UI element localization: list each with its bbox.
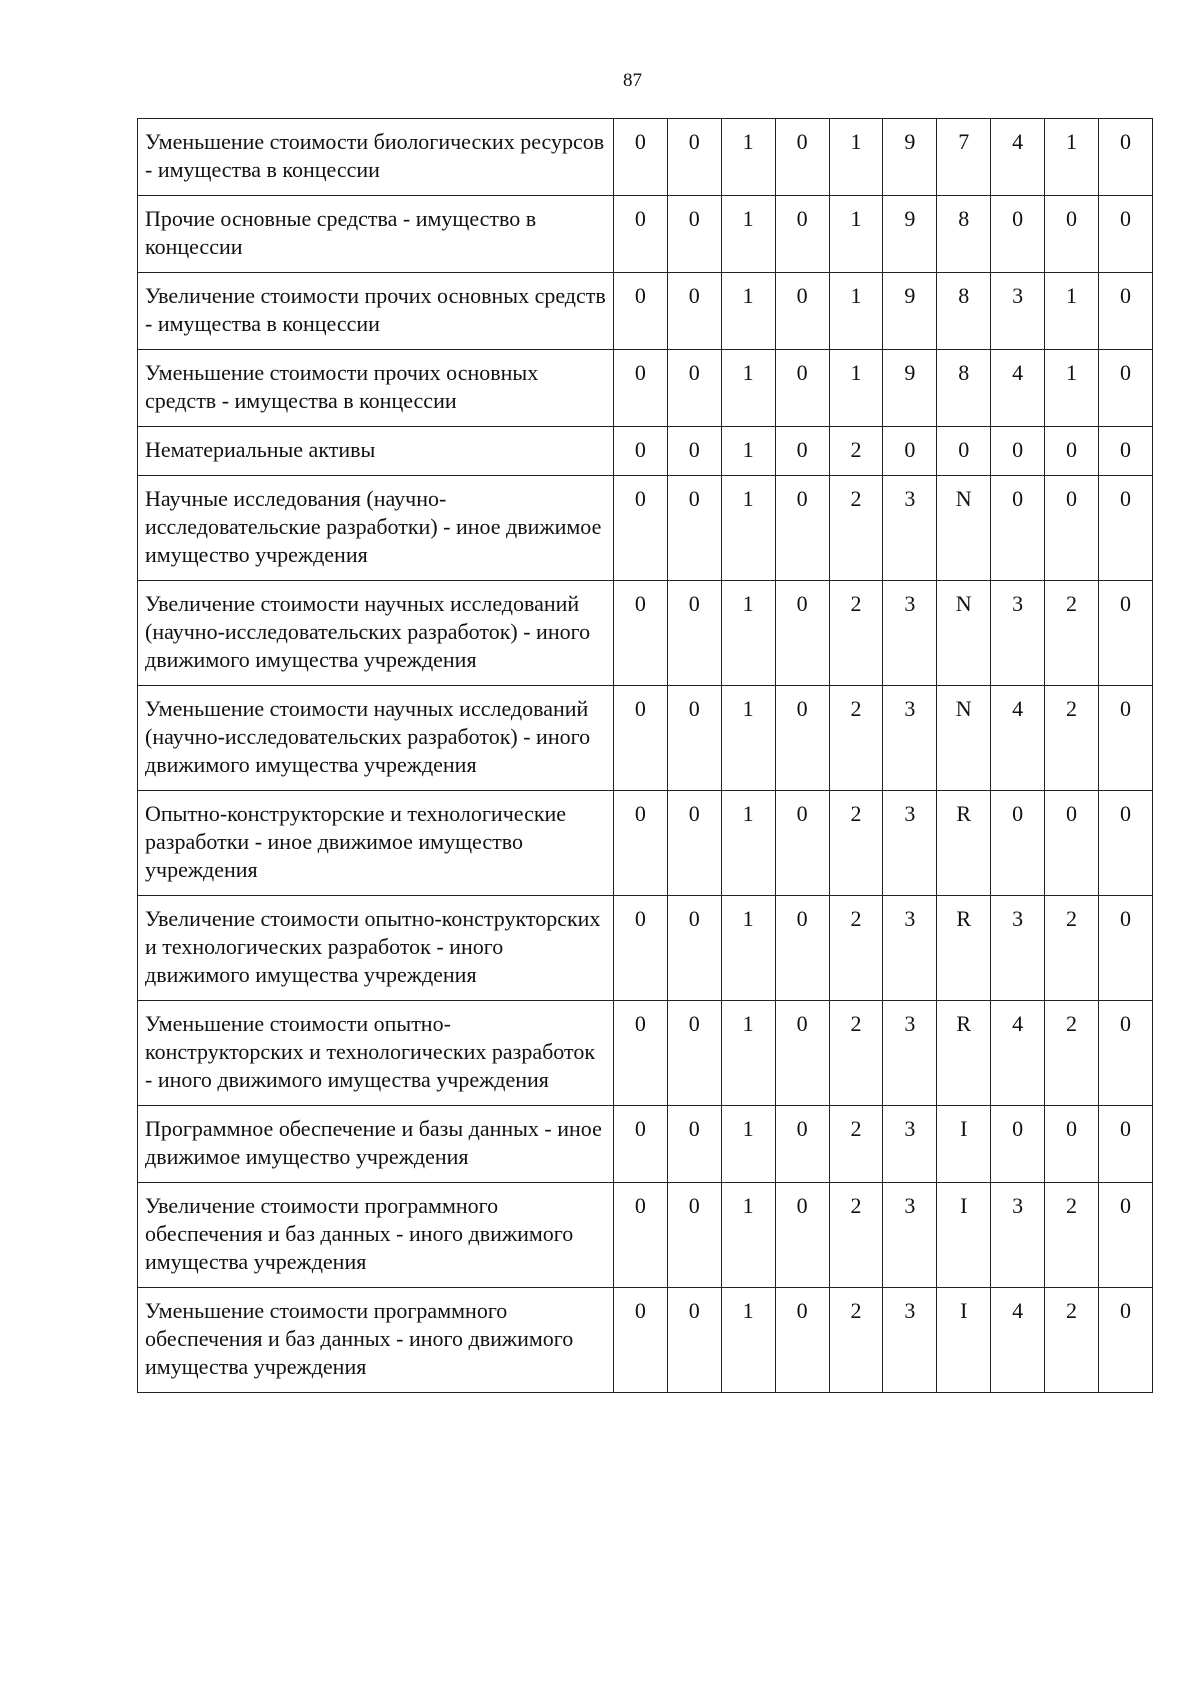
code-digit-cell: 3 [991,1183,1045,1288]
account-code-table [137,118,1153,1393]
code-digit-cell: 2 [1045,1288,1099,1393]
code-digit-cell: 0 [613,791,667,896]
code-digit-cell: 1 [721,273,775,350]
code-digit-cell: 4 [991,686,1045,791]
code-digit-cell: 0 [1098,427,1152,476]
code-digit-cell: I [937,1106,991,1183]
code-digit-cell: 3 [883,896,937,1001]
code-digit-cell: 2 [829,1288,883,1393]
code-digit-cell: 2 [829,427,883,476]
code-digit-cell: 0 [1098,476,1152,581]
table-row [138,896,1153,1001]
code-digit-cell: 2 [829,1183,883,1288]
code-digit-cell: 0 [1098,791,1152,896]
code-digit-cell: 0 [1098,1106,1152,1183]
code-digit-cell: 0 [937,427,991,476]
code-digit-cell: 3 [883,1106,937,1183]
code-digit-cell: 2 [829,791,883,896]
code-digit-cell: 0 [1045,476,1099,581]
code-digit-cell: 0 [613,1288,667,1393]
code-digit-cell: 2 [1045,1183,1099,1288]
code-digit-cell: 4 [991,119,1045,196]
code-digit-cell: 0 [667,791,721,896]
code-digit-cell: 3 [883,581,937,686]
table-row [138,791,1153,896]
code-digit-cell: 8 [937,273,991,350]
code-digit-cell: 9 [883,196,937,273]
code-digit-cell: 0 [775,427,829,476]
code-digit-cell: 3 [883,476,937,581]
code-digit-cell: 0 [613,427,667,476]
code-digit-cell: 0 [667,1183,721,1288]
account-name-cell: Уменьшение стоимости научных исследований (научно-исследовательских разработок) - иного движимого имущества учреждения [138,686,614,791]
code-digit-cell: R [937,1001,991,1106]
code-digit-cell: 0 [667,350,721,427]
code-digit-cell: 1 [829,273,883,350]
code-digit-cell: 2 [1045,686,1099,791]
code-digit-cell: 0 [775,119,829,196]
code-digit-cell: 1 [721,1106,775,1183]
code-digit-cell: 0 [991,196,1045,273]
code-digit-cell: 0 [613,686,667,791]
code-digit-cell: 0 [883,427,937,476]
code-digit-cell: 1 [721,350,775,427]
code-digit-cell: 0 [1045,1106,1099,1183]
table-row [138,196,1153,273]
code-digit-cell: 9 [883,119,937,196]
code-digit-cell: 1 [1045,350,1099,427]
code-digit-cell: 3 [883,686,937,791]
code-digit-cell: 0 [775,273,829,350]
code-digit-cell: N [937,581,991,686]
code-digit-cell: 3 [883,1288,937,1393]
page-number: 87 [623,70,642,91]
code-digit-cell: 1 [721,427,775,476]
code-digit-cell: 0 [1098,686,1152,791]
code-digit-cell: 0 [991,427,1045,476]
code-digit-cell: 0 [1045,427,1099,476]
code-digit-cell: 0 [1098,196,1152,273]
code-digit-cell: 0 [775,1288,829,1393]
code-digit-cell: 8 [937,350,991,427]
code-digit-cell: 2 [829,1001,883,1106]
code-digit-cell: 0 [667,686,721,791]
code-digit-cell: 1 [721,1001,775,1106]
table-row [138,1183,1153,1288]
code-digit-cell: 1 [721,1183,775,1288]
code-digit-cell: 1 [721,196,775,273]
account-name-cell: Уменьшение стоимости опытно-конструкторских и технологических разработок - иного движимого имущества учреждения [138,1001,614,1106]
code-digit-cell: R [937,791,991,896]
code-digit-cell: N [937,476,991,581]
code-digit-cell: 0 [667,476,721,581]
code-digit-cell: I [937,1288,991,1393]
code-digit-cell: 3 [883,1183,937,1288]
code-digit-cell: 1 [721,896,775,1001]
code-digit-cell: 0 [613,476,667,581]
table-body [138,119,1153,1393]
code-digit-cell: 1 [1045,273,1099,350]
table-row [138,1288,1153,1393]
code-digit-cell: 1 [829,119,883,196]
table-row [138,1106,1153,1183]
code-digit-cell: 2 [829,686,883,791]
account-name-cell: Научные исследования (научно-исследовательские разработки) - иное движимое имущество учреждения [138,476,614,581]
code-digit-cell: 0 [613,896,667,1001]
code-digit-cell: 4 [991,1001,1045,1106]
code-digit-cell: 2 [829,1106,883,1183]
code-digit-cell: 0 [613,273,667,350]
account-name-cell: Опытно-конструкторские и технологические разработки - иное движимое имущество учреждения [138,791,614,896]
code-digit-cell: 0 [667,896,721,1001]
code-digit-cell: 0 [775,1106,829,1183]
account-name-cell: Уменьшение стоимости прочих основных средств - имущества в концессии [138,350,614,427]
code-digit-cell: 2 [1045,1001,1099,1106]
code-digit-cell: 0 [991,1106,1045,1183]
code-digit-cell: 3 [991,896,1045,1001]
code-digit-cell: 2 [1045,896,1099,1001]
table-row [138,119,1153,196]
table-row [138,273,1153,350]
account-name-cell: Увеличение стоимости опытно-конструкторских и технологических разработок - иного движимого имущества учреждения [138,896,614,1001]
table-row [138,581,1153,686]
code-digit-cell: 0 [667,427,721,476]
code-digit-cell: 0 [775,476,829,581]
code-digit-cell: 1 [829,196,883,273]
code-digit-cell: 3 [991,581,1045,686]
code-digit-cell: 0 [613,350,667,427]
account-name-cell: Прочие основные средства - имущество в концессии [138,196,614,273]
code-digit-cell: R [937,896,991,1001]
code-digit-cell: 0 [775,791,829,896]
table-row [138,1001,1153,1106]
code-digit-cell: 1 [721,791,775,896]
code-digit-cell: 0 [613,1106,667,1183]
code-digit-cell: 0 [775,581,829,686]
code-digit-cell: 0 [613,119,667,196]
code-digit-cell: 3 [883,791,937,896]
code-digit-cell: 0 [613,1001,667,1106]
code-digit-cell: 3 [883,1001,937,1106]
account-name-cell: Программное обеспечение и базы данных - иное движимое имущество учреждения [138,1106,614,1183]
table-row [138,476,1153,581]
code-digit-cell: 0 [1098,581,1152,686]
code-digit-cell: 1 [721,119,775,196]
account-name-cell: Увеличение стоимости прочих основных средств - имущества в концессии [138,273,614,350]
account-name-cell: Нематериальные активы [138,427,614,476]
code-digit-cell: 0 [667,1106,721,1183]
code-digit-cell: 8 [937,196,991,273]
code-digit-cell: 0 [775,1001,829,1106]
code-digit-cell: 0 [1098,1001,1152,1106]
code-digit-cell: 0 [1098,1183,1152,1288]
account-name-cell: Уменьшение стоимости биологических ресурсов - имущества в концессии [138,119,614,196]
code-digit-cell: 0 [1098,273,1152,350]
account-name-cell: Увеличение стоимости программного обеспечения и баз данных - иного движимого имущества учреждения [138,1183,614,1288]
code-digit-cell: 0 [1098,350,1152,427]
code-digit-cell: 0 [1098,119,1152,196]
code-digit-cell: 1 [721,476,775,581]
table-row [138,350,1153,427]
code-digit-cell: N [937,686,991,791]
code-digit-cell: 2 [1045,581,1099,686]
code-digit-cell: 0 [775,196,829,273]
code-digit-cell: 0 [1098,896,1152,1001]
code-digit-cell: 0 [775,896,829,1001]
code-digit-cell: 0 [667,196,721,273]
code-digit-cell: 0 [775,686,829,791]
account-name-cell: Увеличение стоимости научных исследований (научно-исследовательских разработок) - иного движимого имущества учреждения [138,581,614,686]
code-digit-cell: 7 [937,119,991,196]
code-digit-cell: 0 [667,1288,721,1393]
code-digit-cell: 4 [991,350,1045,427]
code-digit-cell: 0 [667,119,721,196]
code-digit-cell: 1 [721,686,775,791]
code-digit-cell: 0 [613,581,667,686]
code-digit-cell: 0 [1045,791,1099,896]
code-digit-cell: I [937,1183,991,1288]
code-digit-cell: 0 [1098,1288,1152,1393]
code-digit-cell: 3 [991,273,1045,350]
code-digit-cell: 0 [991,791,1045,896]
code-digit-cell: 2 [829,896,883,1001]
table-row [138,427,1153,476]
code-digit-cell: 9 [883,273,937,350]
code-digit-cell: 1 [721,1288,775,1393]
account-name-cell: Уменьшение стоимости программного обеспечения и баз данных - иного движимого имущества учреждения [138,1288,614,1393]
code-digit-cell: 0 [991,476,1045,581]
code-digit-cell: 2 [829,581,883,686]
code-digit-cell: 0 [613,1183,667,1288]
code-digit-cell: 1 [1045,119,1099,196]
code-digit-cell: 1 [829,350,883,427]
code-digit-cell: 1 [721,581,775,686]
code-digit-cell: 0 [667,1001,721,1106]
table-row [138,686,1153,791]
code-digit-cell: 0 [775,350,829,427]
code-digit-cell: 9 [883,350,937,427]
code-digit-cell: 0 [775,1183,829,1288]
code-digit-cell: 0 [1045,196,1099,273]
code-digit-cell: 4 [991,1288,1045,1393]
code-digit-cell: 0 [613,196,667,273]
code-digit-cell: 0 [667,581,721,686]
code-digit-cell: 0 [667,273,721,350]
code-digit-cell: 2 [829,476,883,581]
